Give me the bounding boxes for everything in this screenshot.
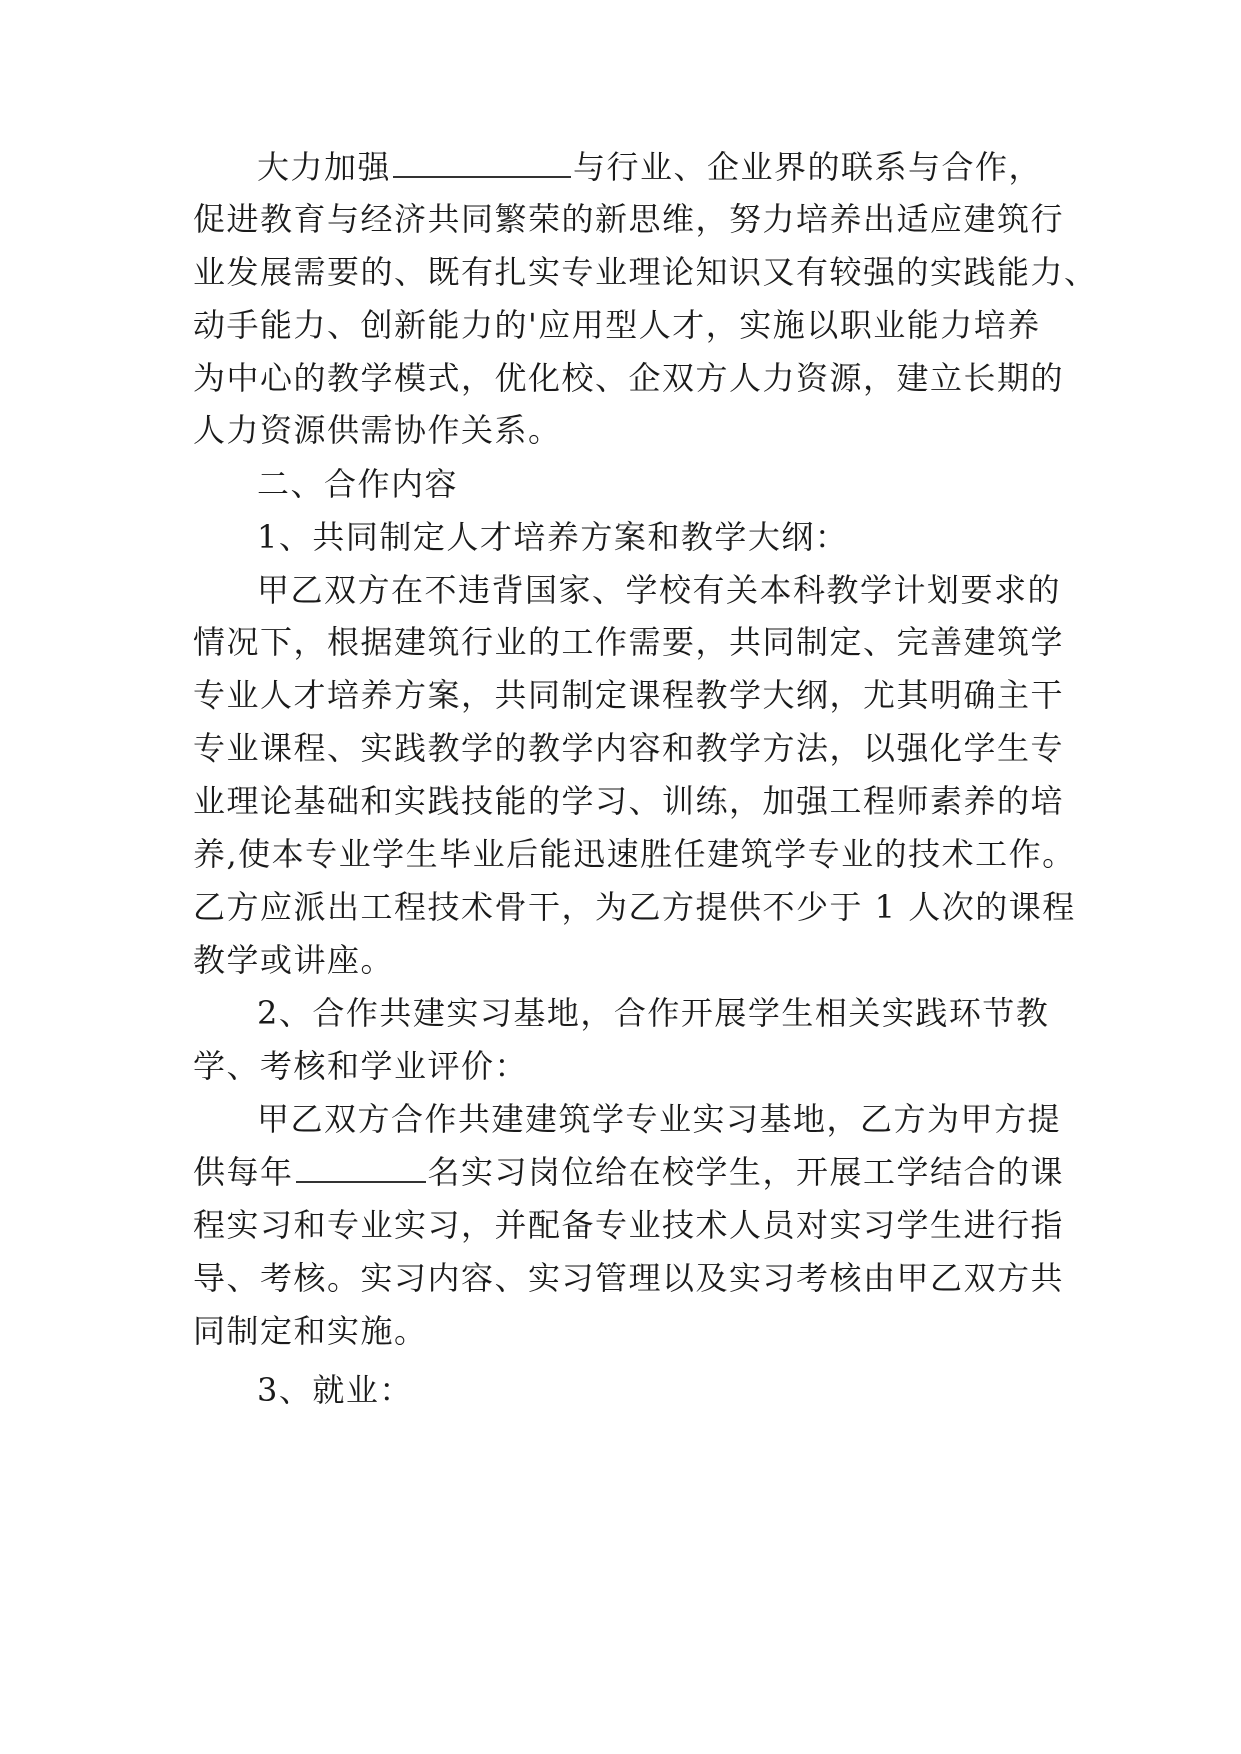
paragraph-line: 人力资源供需协作关系。 (193, 411, 562, 449)
fill-in-blank (393, 146, 571, 178)
paragraph-line: 养,使本专业学生毕业后能迅速胜任建筑学专业的技术工作。 (193, 835, 1076, 873)
paragraph-line: 动手能力、创新能力的'应用型人才，实施以职业能力培养 (193, 306, 1041, 344)
paragraph-line: 专业人才培养方案，共同制定课程教学大纲，尤其明确主干 (193, 676, 1065, 714)
paragraph-line (193, 1143, 1113, 1201)
subsection-heading: 1、共同制定人才培养方案和教学大纲： (257, 518, 849, 556)
paragraph-line: 乙方应派出工程技术骨干，为乙方提供不少于 1 人次的课程 (193, 888, 1076, 926)
paragraph-line: 甲乙双方合作共建建筑学专业实习基地，乙方为甲方提 (257, 1100, 1062, 1138)
paragraph-line: 教学或讲座。 (193, 941, 395, 979)
text-segment: 大力加强 (257, 148, 392, 186)
paragraph-line (257, 138, 1177, 196)
paragraph-line: 业理论基础和实践技能的学习、训练，加强工程师素养的培 (193, 782, 1065, 820)
paragraph-line: 同制定和实施。 (193, 1312, 428, 1350)
paragraph-line: 导、考核。实习内容、实习管理以及实习考核由甲乙双方共 (193, 1259, 1065, 1297)
paragraph-line: 专业课程、实践教学的教学内容和教学方法，以强化学生专 (193, 729, 1065, 767)
fill-in-blank (296, 1151, 426, 1183)
paragraph-line: 业发展需要的、既有扎实专业理论知识又有较强的实践能力、 (193, 253, 1098, 291)
text-segment: 供每年 (193, 1153, 294, 1191)
subsection-heading: 2、合作共建实习基地，合作开展学生相关实践环节教 (257, 994, 1050, 1032)
text-segment: 与行业、企业界的联系与合作， (573, 148, 1043, 186)
section-heading: 二、合作内容 (257, 465, 459, 503)
subsection-heading: 学、考核和学业评价： (193, 1047, 529, 1085)
paragraph-line: 情况下，根据建筑行业的工作需要，共同制定、完善建筑学 (193, 623, 1065, 661)
paragraph-line: 为中心的教学模式，优化校、企双方人力资源，建立长期的 (193, 359, 1065, 397)
text-segment: 名实习岗位给在校学生，开展工学结合的课 (427, 1153, 1065, 1191)
subsection-heading: 3、就业： (257, 1371, 413, 1409)
paragraph-line: 促进教育与经济共同繁荣的新思维，努力培养出适应建筑行 (193, 200, 1065, 238)
paragraph-line: 甲乙双方在不违背国家、学校有关本科教学计划要求的 (257, 571, 1062, 609)
paragraph-line: 程实习和专业实习，并配备专业技术人员对实习学生进行指 (193, 1206, 1065, 1244)
